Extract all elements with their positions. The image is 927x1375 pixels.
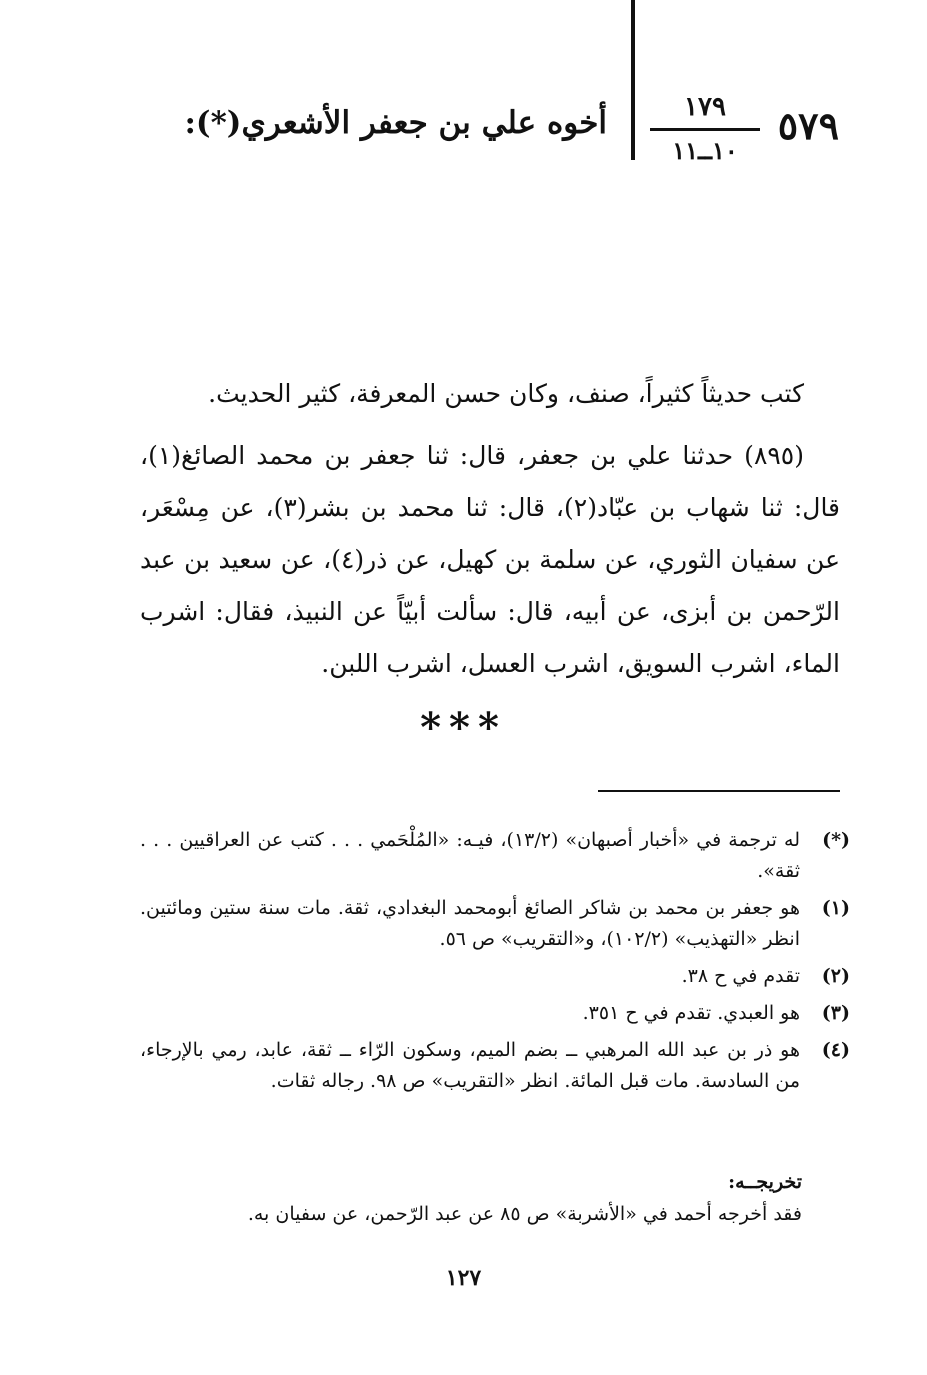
header-vertical-rule (631, 0, 635, 160)
footnote-item (140, 961, 850, 992)
entry-title: أخوه علي بن جعفر الأشعري(*): (184, 105, 607, 141)
footnote-mark: (٢) (821, 965, 850, 987)
intro-text (140, 368, 840, 420)
footnote-text: تقدم في ح ٣٨. (681, 965, 800, 987)
reference-fraction (650, 92, 760, 165)
fraction-top: ١٧٩ (684, 92, 726, 122)
takhrij-heading: تخريجــه: (728, 1171, 802, 1193)
footnote-text: هو العبدي. تقدم في ح ٣٥١. (582, 1002, 800, 1024)
footnote-item (140, 893, 850, 955)
takhrij-section (140, 1166, 852, 1230)
footnote-mark: (*) (822, 829, 850, 851)
hadith-text: (٨٩٥) حدثنا علي بن جعفر، قال: ثنا جعفر بن محمد الصائغ(١)، قال: ثنا شهاب بن عبّاد(٢)، قال: ثنا محمد بن بشر(٣)، عن مِسْعَر، عن سفيان الثوري، عن سلمة بن كهيل، عن ذر(٤)، عن سعيد بن عبد الرّحمن بن أبزى، عن أبيه، قال: سألت أبيّاً عن النبيذ، فقال: اشرب الماء، اشرب السويق، اشرب العسل، اشرب اللبن. (140, 441, 841, 678)
page-number: ١٢٧ (445, 1265, 482, 1291)
footnote-item (140, 1035, 850, 1097)
hadith-block (140, 430, 840, 690)
entry-number: ٥٧٩ (777, 103, 839, 148)
footnote-rule (598, 790, 840, 792)
section-separator: *** (420, 704, 507, 751)
footnote-mark: (٣) (821, 1002, 850, 1024)
footnote-item (140, 998, 850, 1029)
fraction-line (650, 128, 760, 131)
footnote-text: له ترجمة في «أخبار أصبهان» (١٣/٢)، فيـه: «المُلْحَمي . . . كتب عن العراقيين . . . ثقة». (140, 829, 801, 882)
footnote-item (140, 825, 850, 887)
footnote-mark: (١) (821, 897, 850, 919)
footnote-mark: (٤) (821, 1039, 850, 1061)
footnotes (140, 825, 850, 1103)
takhrij-text: فقد أخرجه أحمد في «الأشربة» ص ٨٥ عن عبد الرّحمن، عن سفيان به. (247, 1203, 802, 1225)
fraction-bottom: ١٠ــ١١ (672, 136, 738, 165)
intro-paragraph: كتب حديثاً كثيراً، صنف، وكان حسن المعرفة، كثير الحديث. (208, 379, 804, 408)
footnote-text: هو ذر بن عبد الله المرهبي ــ بضم الميم، وسكون الرّاء ــ ثقة، عابد، رمي بالإرجاء، من السادسة. مات قبل المائة. انظر «التقريب» ص ٩٨. رجاله ثقات. (140, 1039, 800, 1092)
footnote-text: هو جعفر بن محمد بن شاكر الصائغ أبومحمد البغدادي، ثقة. مات سنة ستين ومائتين. انظر «التهذيب» (١٠٢/٢)، و«التقريب» ص ٥٦. (140, 897, 800, 950)
